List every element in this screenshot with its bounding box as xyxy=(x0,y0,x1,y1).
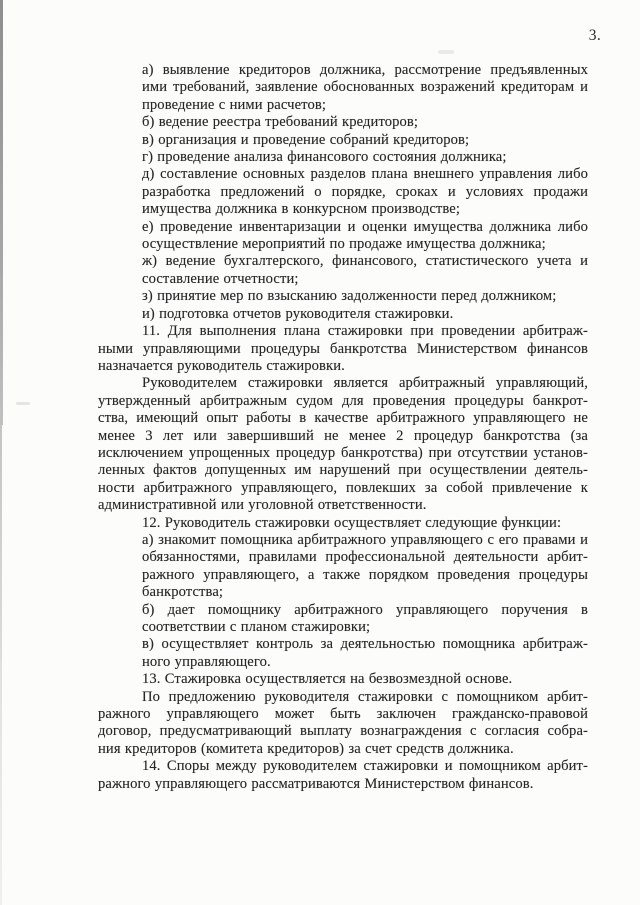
text-line: соответствии с планом стажировки; xyxy=(142,619,371,635)
text-line: ражного управляющего, а также порядком проведения процедуры xyxy=(142,566,588,583)
text-line: в) организация и проведение собраний кредиторов; xyxy=(142,131,470,148)
text-line: б) ведение реестра требований кредиторов; xyxy=(142,114,419,131)
text-line: 12. Руководитель стажировки осуществляет следующие функции: xyxy=(142,514,562,531)
text-line: разработка предложений о порядке, сроках и условиях продажи xyxy=(142,183,588,200)
text-line: и) подготовка отчетов руководителя стажировки. xyxy=(142,305,454,322)
text-line: ражного управляющего рассматриваются Министерством финансов. xyxy=(98,775,534,792)
text-line: проведение с ними расчетов; xyxy=(142,96,326,113)
text-line: административной или уголовной ответственности. xyxy=(98,497,427,514)
text-line: б) дает помощнику арбитражного управляющего поручения в xyxy=(142,601,588,618)
text-line: ния кредиторов (комитета кредиторов) за счет средств должника. xyxy=(98,740,514,757)
scan-smudge-artifact xyxy=(438,50,454,54)
text-line: в) осуществляет контроль за деятельностью помощника арбитраж- xyxy=(142,636,588,653)
text-line: д) составление основных разделов плана внешнего управления либо xyxy=(142,166,588,183)
scan-smudge-artifact xyxy=(16,402,30,405)
text-line: осуществление мероприятий по продаже имущества должника; xyxy=(142,236,546,253)
page-number: 3. xyxy=(588,27,601,44)
text-line: ж) ведение бухгалтерского, финансового, статистического учета и xyxy=(142,253,588,270)
text-line: е) проведение инвентаризации и оценки имущества должника либо xyxy=(142,218,588,235)
text-line: имущества должника в конкурсном производстве; xyxy=(142,201,461,218)
text-line: 11. Для выполнения плана стажировки при проведении арбитраж- xyxy=(142,323,588,340)
text-line: г) проведение анализа финансового состояния должника; xyxy=(142,149,507,166)
document-body xyxy=(98,62,588,793)
text-line: менее 3 лет или завершивший не менее 2 процедур банкротства (за xyxy=(98,427,588,444)
text-line: ленных фактов допущенных им нарушений при осуществлении деятель- xyxy=(98,462,588,479)
text-line: обязанностями, правилами профессиональной деятельности арбит- xyxy=(142,549,588,566)
text-line: ными управляющими процедуры банкротства Министерством финансов xyxy=(98,340,588,357)
text-line: ства, имеющий опыт работы в качестве арбитражного управляющего не xyxy=(98,410,588,427)
text-line: назначается руководитель стажировки. xyxy=(98,357,345,374)
text-line: ими требований, заявление обоснованных возражений кредиторам и xyxy=(142,79,588,96)
text-line: ного управляющего. xyxy=(142,653,271,670)
text-line: По предложению руководителя стажировки с помощником арбит- xyxy=(142,688,588,705)
text-line: а) знакомит помощника арбитражного управляющего с его правами и xyxy=(142,531,588,548)
text-line: Руководителем стажировки является арбитражный управляющий, xyxy=(142,375,588,392)
scan-edge-artifact-bottom xyxy=(0,660,2,905)
text-line: ражного управляющего может быть заключен гражданско-правовой xyxy=(98,706,588,723)
text-line: ности арбитражного управляющего, повлекших за собой привлечение к xyxy=(98,479,588,496)
text-line: составление отчетности; xyxy=(142,270,299,287)
text-line: банкротства; xyxy=(142,584,224,601)
text-line: з) принятие мер по взысканию задолженности перед должником; xyxy=(142,288,557,305)
text-line: утвержденный арбитражным судом для проведения процедуры банкрот- xyxy=(98,392,588,409)
text-line: 13. Стажировка осуществляется на безвозмездной основе. xyxy=(142,671,513,688)
scan-edge-artifact-middle xyxy=(0,425,2,660)
scan-edge-artifact-top xyxy=(0,0,3,425)
text-line: а) выявление кредиторов должника, рассмотрение предъявленных xyxy=(142,62,588,78)
text-line: исключением упрощенных процедур банкротства) при отсутствии установ- xyxy=(98,444,588,461)
text-line: 14. Споры между руководителем стажировки и помощником арбит- xyxy=(142,758,588,775)
text-line: договор, предусматривающий выплату вознаграждения с согласия собра- xyxy=(98,723,588,740)
